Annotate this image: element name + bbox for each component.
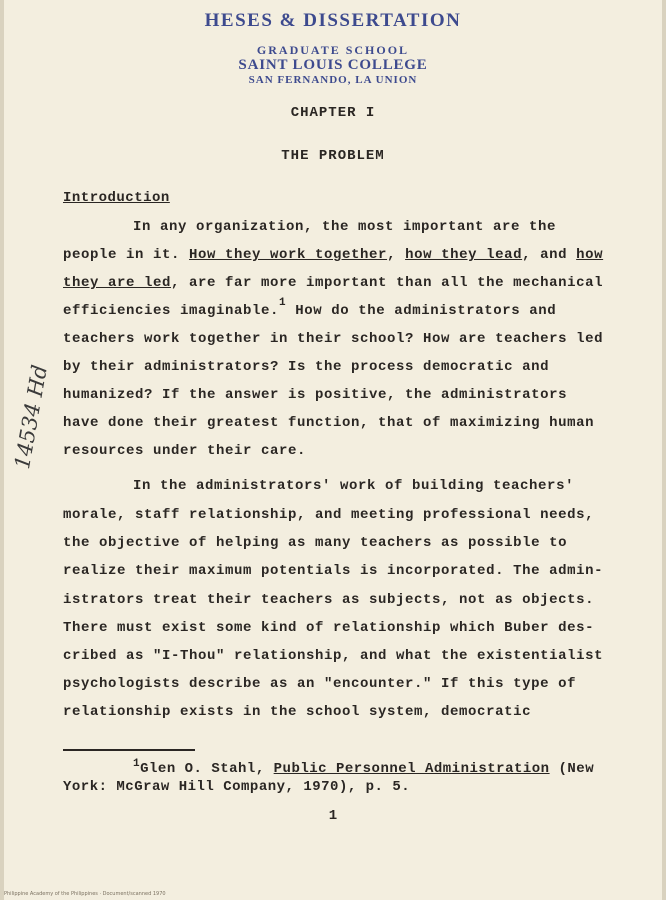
text-line: psychologists describe as an "encounter." If this type of (63, 676, 577, 692)
text-line: have done their greatest function, that of maximizing human (63, 415, 595, 431)
footnote-ref: 1 (279, 297, 287, 309)
footnote-line: York: McGraw Hill Company, 1970), p. 5. (63, 779, 411, 795)
text-line: In any organization, the most important are the (133, 219, 557, 235)
text-line: morale, staff relationship, and meeting professional needs, (63, 507, 595, 523)
page-edge-right (662, 0, 666, 900)
text-line: by their administrators? Is the process democratic and (63, 359, 550, 375)
page-edge-left (0, 0, 4, 900)
chapter-heading: CHAPTER I (290, 105, 376, 121)
text-line: In the administrators' work of building teachers' (133, 478, 575, 494)
text-line: the objective of helping as many teachers as possible to (63, 535, 568, 551)
subheading-introduction: Introduction (63, 190, 170, 206)
stamp-location: SAN FERNANDO, LA UNION (248, 74, 418, 86)
footnote-line: $^1$Glen O. Stahl, Public Personnel Administration (New (133, 758, 595, 777)
text-line: teachers work together in their school? How are teachers led (63, 331, 604, 347)
stamp-college: SAINT LOUIS COLLEGE (238, 57, 428, 73)
page-number: 1 (328, 808, 338, 824)
text-line: resources under their care. (63, 443, 307, 459)
scan-footer: Philippine Academy of the Philippines · Document/scanned 1970 (4, 891, 166, 897)
text-line: people in it. How they work together, how they lead, and how (63, 247, 604, 263)
handwritten-margin-note: 14534 Hd (10, 363, 52, 471)
stamp-title: HESES & DISSERTATION (204, 10, 462, 31)
text-line: efficiencies imaginable.$^1$ How do the administrators and (63, 297, 557, 319)
text-line: There must exist some kind of relationship which Buber des- (63, 620, 595, 636)
text-line: realize their maximum potentials is incorporated. The admin- (63, 563, 604, 579)
text-line: they are led, are far more important than all the mechanical (63, 275, 604, 291)
text-line: relationship exists in the school system, democratic (63, 704, 532, 720)
section-title: THE PROBLEM (281, 148, 385, 164)
text-line: istrators treat their teachers as subjects, not as objects. (63, 592, 595, 608)
text-line: cribed as "I-Thou" relationship, and what the existentialist (63, 648, 604, 664)
stamp-graduate-school: GRADUATE SCHOOL (256, 43, 410, 57)
text-line: humanized? If the answer is positive, the administrators (63, 387, 568, 403)
footnote-divider (63, 749, 195, 751)
